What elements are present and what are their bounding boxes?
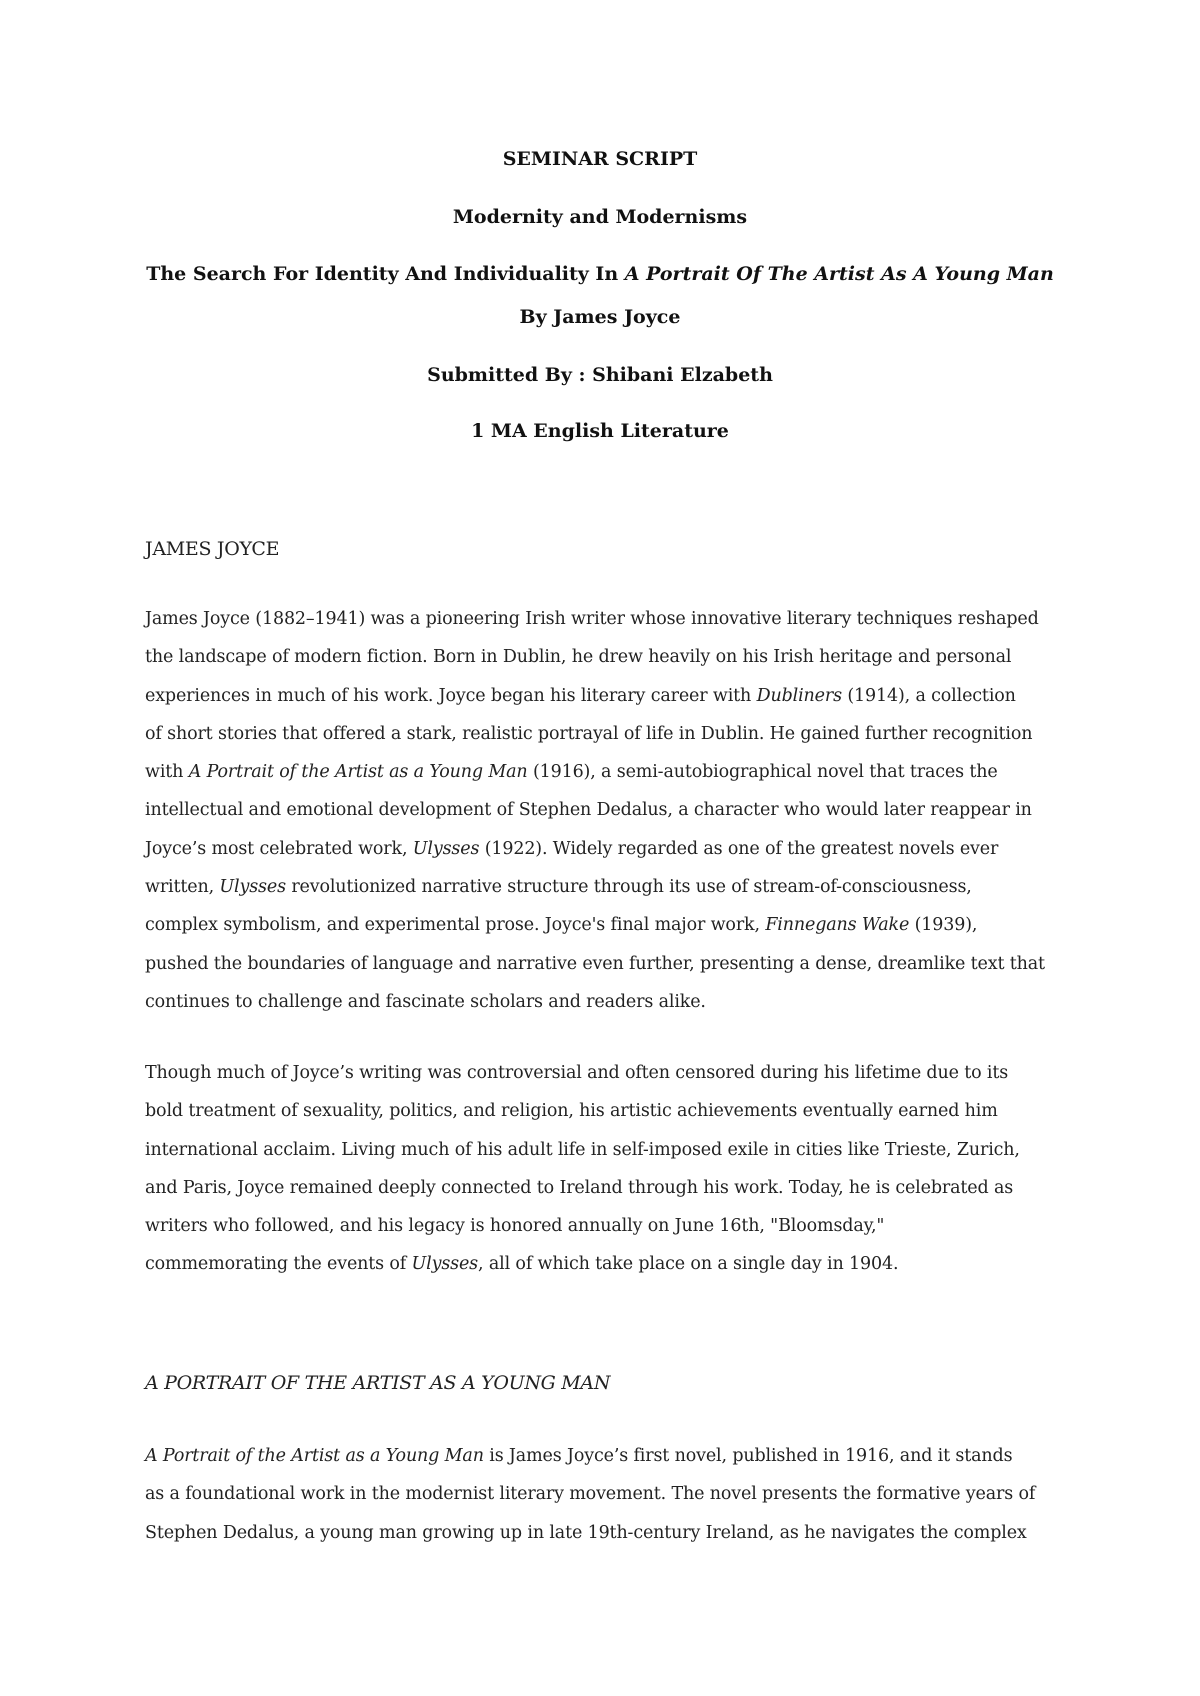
text-run: (1914), a collection bbox=[841, 685, 1016, 706]
paragraph-line: bold treatment of sexuality, politics, and religion, his artistic achievements eventually earned him bbox=[145, 1101, 998, 1122]
paragraph-line: the landscape of modern fiction. Born in Dublin, he drew heavily on his Irish heritage and personal bbox=[145, 647, 1012, 668]
paragraph-line bbox=[145, 677, 1070, 715]
paragraph-line bbox=[145, 868, 1070, 906]
seminar-topic bbox=[145, 263, 1055, 285]
book-title: Ulysses bbox=[412, 838, 480, 859]
seminar-topic-book-title: A Portrait Of The Artist As A Young Man bbox=[624, 263, 1054, 285]
course-title: Modernity and Modernisms bbox=[452, 206, 748, 228]
text-run: revolutionized narrative structure through its use of stream-of-consciousness, bbox=[285, 877, 972, 898]
paragraph-line bbox=[145, 830, 1070, 868]
paragraph-line: international acclaim. Living much of his adult life in self-imposed exile in cities like Trieste, Zurich, bbox=[145, 1139, 1020, 1160]
text-run: experiences in much of his work. Joyce began his literary career with bbox=[145, 685, 757, 706]
doc-type-title: SEMINAR SCRIPT bbox=[502, 148, 698, 170]
paragraph-line: intellectual and emotional development of Stephen Dedalus, a character who would later reappear in bbox=[145, 800, 1032, 821]
text-run: complex symbolism, and experimental prose. Joyce's final major work, bbox=[145, 915, 766, 936]
paragraph-line: Though much of Joyce’s writing was controversial and often censored during his lifetime due to its bbox=[145, 1063, 1009, 1083]
class-info: 1 MA English Literature bbox=[471, 420, 729, 442]
paragraph-line: continues to challenge and fascinate scholars and readers alike. bbox=[145, 991, 706, 1012]
book-title: Finnegans Wake bbox=[765, 915, 910, 936]
text-run: , all of which take place on a single day in 1904. bbox=[478, 1254, 899, 1275]
paragraph-line: writers who followed, and his legacy is honored annually on June 16th, "Bloomsday," bbox=[145, 1216, 885, 1237]
paragraph-line bbox=[145, 906, 1070, 944]
paragraph-biography bbox=[145, 600, 1070, 1021]
book-title: A Portrait of the Artist as a Young Man bbox=[145, 1446, 484, 1466]
text-run: commemorating the events of bbox=[145, 1254, 412, 1275]
text-run: (1939), bbox=[909, 915, 978, 936]
text-run: with bbox=[145, 762, 189, 783]
paragraph-line: and Paris, Joyce remained deeply connected to Ireland through his work. Today, he is celebrated as bbox=[145, 1177, 1014, 1198]
paragraph-line: pushed the boundaries of language and narrative even further, presenting a dense, dreamlike text that bbox=[145, 953, 1045, 974]
book-title: Ulysses bbox=[219, 877, 286, 898]
paragraph-line: James Joyce (1882–1941) was a pioneering Irish writer whose innovative literary techniques reshaped bbox=[145, 609, 1039, 629]
book-title: Dubliners bbox=[756, 685, 842, 706]
section-heading-james-joyce: JAMES JOYCE bbox=[145, 538, 280, 560]
text-run: (1922). Widely regarded as one of the greatest novels ever bbox=[479, 838, 999, 859]
section-heading-portrait: A PORTRAIT OF THE ARTIST AS A YOUNG MAN bbox=[145, 1372, 611, 1394]
submitted-by: Submitted By : Shibani Elzabeth bbox=[427, 364, 773, 386]
paragraph-line: of short stories that offered a stark, realistic portrayal of life in Dublin. He gained further recognition bbox=[145, 723, 1033, 744]
book-title: A Portrait of the Artist as a Young Man bbox=[188, 762, 528, 783]
text-run: (1916), a semi-autobiographical novel that traces the bbox=[527, 762, 998, 783]
paragraph-line bbox=[145, 753, 1070, 791]
book-title: Ulysses bbox=[411, 1254, 479, 1275]
seminar-topic-prefix: The Search For Identity And Individuality In bbox=[146, 263, 625, 285]
paragraph-line bbox=[145, 1437, 1070, 1475]
paragraph-line bbox=[145, 1245, 1070, 1283]
text-run: written, bbox=[145, 877, 220, 898]
author-line: By James Joyce bbox=[519, 306, 681, 328]
text-run: is James Joyce’s first novel, published in 1916, and it stands bbox=[483, 1446, 1013, 1466]
paragraph-line: as a foundational work in the modernist literary movement. The novel presents the formative years of bbox=[145, 1484, 1036, 1505]
paragraph-line: Stephen Dedalus, a young man growing up in late 19th-century Ireland, as he navigates the complex bbox=[145, 1522, 1027, 1543]
text-run: Joyce’s most celebrated work, bbox=[145, 838, 413, 859]
paragraph-legacy bbox=[145, 1054, 1070, 1284]
paragraph-portrait-intro bbox=[145, 1437, 1070, 1552]
